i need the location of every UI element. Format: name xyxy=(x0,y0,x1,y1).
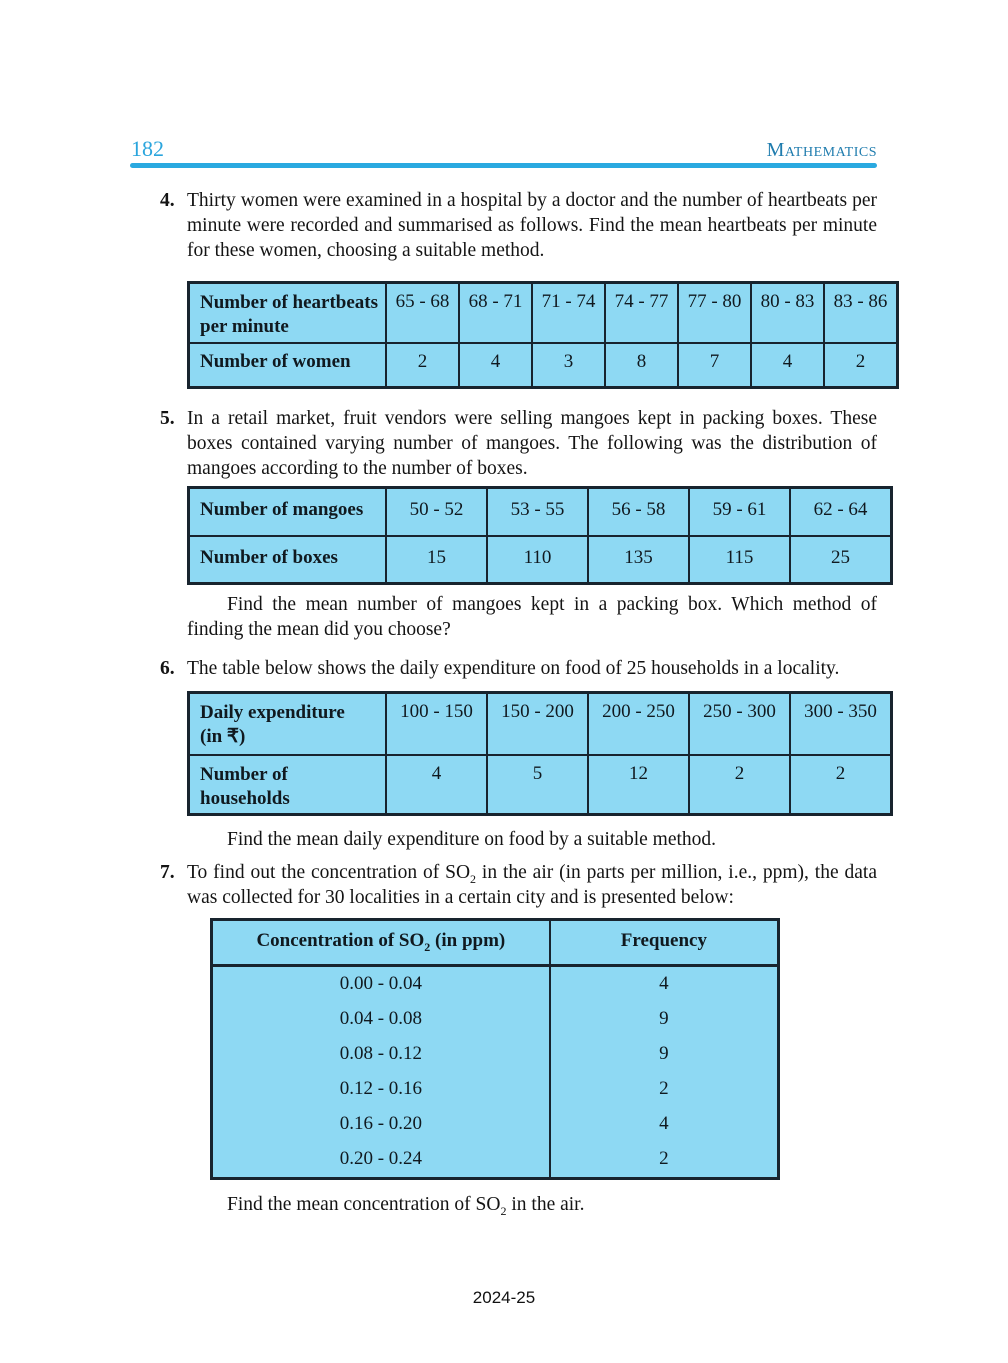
range-cell: 0.20 - 0.24 xyxy=(212,1142,550,1179)
row-label-cell: Number of mangoes xyxy=(189,488,387,537)
interval-cell: 83 - 86 xyxy=(824,283,898,344)
range-cell: 0.08 - 0.12 xyxy=(212,1037,550,1072)
value-cell: 2 xyxy=(689,755,790,815)
row-label-cell: Number of women xyxy=(189,343,387,388)
range-cell: 0.04 - 0.08 xyxy=(212,1002,550,1037)
value-cell: 7 xyxy=(678,343,751,388)
table-row xyxy=(189,536,892,584)
header-divider-rule xyxy=(130,163,877,168)
page-header xyxy=(131,136,877,162)
question-7-followup-part: in the air. xyxy=(506,1194,585,1215)
interval-cell: 68 - 71 xyxy=(459,283,532,344)
question-6-number: 6. xyxy=(160,658,175,679)
value-cell: 135 xyxy=(588,536,689,584)
range-cell: 0.12 - 0.16 xyxy=(212,1072,550,1107)
question-5 xyxy=(160,406,878,481)
question-4-number: 4. xyxy=(160,190,175,211)
frequency-cell: 9 xyxy=(659,1043,669,1064)
table-row xyxy=(189,283,898,344)
value-cell: 5 xyxy=(487,755,588,815)
question-6 xyxy=(160,656,878,681)
column-header-text: Concentration of SO xyxy=(256,930,425,951)
table-row xyxy=(212,1107,779,1142)
interval-cell: 150 - 200 xyxy=(487,693,588,756)
table-row xyxy=(189,755,892,815)
question-7-text-part: To find out the concentration of SO xyxy=(187,862,471,883)
question-5-number: 5. xyxy=(160,408,175,429)
value-cell: 2 xyxy=(386,343,459,388)
question-7-followup-part: Find the mean concentration of SO xyxy=(227,1194,501,1215)
value-cell: 8 xyxy=(605,343,678,388)
table-row xyxy=(212,1002,779,1037)
question-7 xyxy=(160,860,878,910)
row-label-line: Daily expenditure xyxy=(200,702,345,723)
table-row xyxy=(189,488,892,537)
value-cell: 110 xyxy=(487,536,588,584)
range-cell: 0.00 - 0.04 xyxy=(212,966,550,1003)
frequency-cell: 9 xyxy=(659,1008,669,1029)
interval-cell: 71 - 74 xyxy=(532,283,605,344)
table-row xyxy=(212,1037,779,1072)
row-label-cell xyxy=(189,693,387,756)
value-cell: 25 xyxy=(790,536,892,584)
heartbeats-table xyxy=(187,281,899,389)
row-label-line: Number of xyxy=(200,764,288,785)
value-cell: 3 xyxy=(532,343,605,388)
expenditure-table xyxy=(187,691,893,816)
table-row xyxy=(189,343,898,388)
table-header-row xyxy=(212,920,779,966)
book-title: Mathematics xyxy=(766,139,877,161)
interval-cell: 50 - 52 xyxy=(386,488,487,537)
interval-cell: 80 - 83 xyxy=(751,283,824,344)
interval-cell: 300 - 350 xyxy=(790,693,892,756)
frequency-cell: 4 xyxy=(659,973,669,994)
row-label-line: households xyxy=(200,788,290,809)
so2-subscript: 2 xyxy=(470,871,477,886)
value-cell: 4 xyxy=(751,343,824,388)
row-label-cell xyxy=(189,283,387,344)
question-6-followup-text: Find the mean daily expenditure on food by a suitable method. xyxy=(227,829,717,850)
frequency-cell: 4 xyxy=(659,1113,669,1134)
frequency-cell: 2 xyxy=(659,1078,669,1099)
question-5-text: In a retail market, fruit vendors were selling mangoes kept in packing boxes. These boxes contained varying number of mangoes. The following was the distribution of mangoes according to the number of boxes. xyxy=(187,408,877,479)
row-label-line: (in ₹) xyxy=(200,726,246,747)
value-cell: 15 xyxy=(386,536,487,584)
row-label-line: per minute xyxy=(200,316,289,337)
question-7-text xyxy=(187,860,877,910)
value-cell: 115 xyxy=(689,536,790,584)
question-4 xyxy=(160,188,878,263)
row-label-cell xyxy=(189,755,387,815)
interval-cell: 74 - 77 xyxy=(605,283,678,344)
interval-cell: 62 - 64 xyxy=(790,488,892,537)
interval-cell: 53 - 55 xyxy=(487,488,588,537)
table-row xyxy=(212,966,779,1003)
range-cell: 0.16 - 0.20 xyxy=(212,1107,550,1142)
column-header-cell: Frequency xyxy=(550,920,779,966)
value-cell: 4 xyxy=(386,755,487,815)
interval-cell: 77 - 80 xyxy=(678,283,751,344)
question-4-text: Thirty women were examined in a hospital by a doctor and the number of heartbeats per minute were recorded and summarised as follows. Find the mean heartbeats per minute for these women, choosing a suitable method. xyxy=(187,190,877,261)
question-7-number: 7. xyxy=(160,862,175,883)
row-label-cell: Number of boxes xyxy=(189,536,387,584)
interval-cell: 56 - 58 xyxy=(588,488,689,537)
page-footer-year: 2024-25 xyxy=(472,1288,536,1307)
column-header-text: (in ppm) xyxy=(430,930,506,951)
question-7-text-part: in the air (in parts per million, i.e., ppm), the data was collected for 30 localities in a certain city and is presented below: xyxy=(187,862,877,908)
table-row xyxy=(212,1142,779,1179)
value-cell: 2 xyxy=(824,343,898,388)
frequency-cell: 2 xyxy=(659,1148,669,1169)
question-5-followup-text: Find the mean number of mangoes kept in a packing box. Which method of finding the mean did you choose? xyxy=(187,594,877,640)
question-7-followup-text xyxy=(187,1192,877,1217)
interval-cell: 59 - 61 xyxy=(689,488,790,537)
value-cell: 12 xyxy=(588,755,689,815)
table-row xyxy=(212,1072,779,1107)
page-number: 182 xyxy=(131,136,164,161)
interval-cell: 200 - 250 xyxy=(588,693,689,756)
mangoes-table xyxy=(187,486,893,585)
so2-subscript: 2 xyxy=(424,939,431,954)
interval-cell: 250 - 300 xyxy=(689,693,790,756)
table-row xyxy=(189,693,892,756)
interval-cell: 100 - 150 xyxy=(386,693,487,756)
row-label-line: Number of heartbeats xyxy=(200,292,379,313)
so2-concentration-table xyxy=(210,918,780,1180)
value-cell: 4 xyxy=(459,343,532,388)
so2-subscript: 2 xyxy=(500,1203,507,1218)
column-header-cell xyxy=(212,920,550,966)
question-6-text: The table below shows the daily expenditure on food of 25 households in a locality. xyxy=(187,658,840,679)
value-cell: 2 xyxy=(790,755,892,815)
interval-cell: 65 - 68 xyxy=(386,283,459,344)
